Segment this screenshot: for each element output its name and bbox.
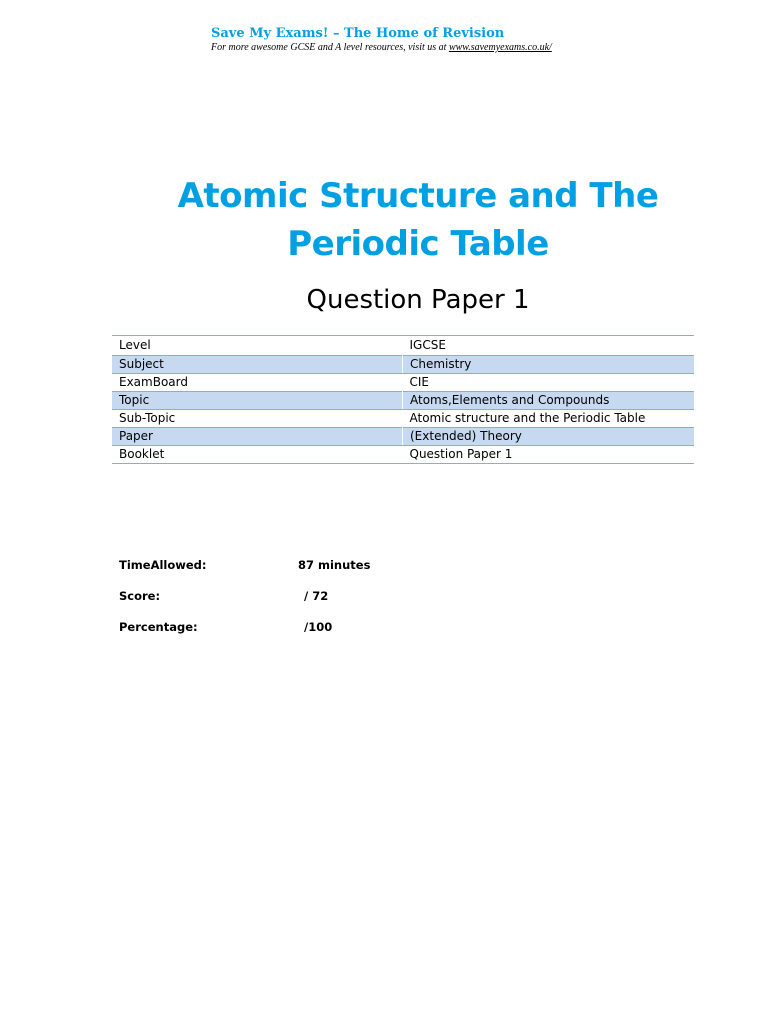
table-value: CIE xyxy=(403,374,695,392)
header-subtitle-text: For more awesome GCSE and A level resources, visit us at xyxy=(211,42,449,53)
table-value: IGCSE xyxy=(403,336,695,356)
info-table xyxy=(112,335,694,464)
table-row-examboard xyxy=(112,374,694,392)
percentage-value: /100 xyxy=(304,620,333,634)
document-title-line1: Atomic Structure and The xyxy=(177,176,659,216)
table-row-subject xyxy=(112,356,694,374)
table-key: Level xyxy=(112,336,403,356)
document-title xyxy=(100,172,736,268)
table-value: (Extended) Theory xyxy=(403,428,695,446)
header-subtitle xyxy=(211,42,611,54)
table-key: Sub-Topic xyxy=(112,410,403,428)
table-value: Atoms,Elements and Compounds xyxy=(403,392,695,410)
score-label: Score: xyxy=(119,589,161,603)
page-header xyxy=(211,26,611,54)
document-title-line2: Periodic Table xyxy=(287,224,549,264)
table-key: Topic xyxy=(112,392,403,410)
table-row-booklet xyxy=(112,446,694,464)
time-allowed-label: TimeAllowed: xyxy=(119,558,207,572)
time-allowed-value: 87 minutes xyxy=(298,558,371,572)
table-key: Booklet xyxy=(112,446,403,464)
table-key: Paper xyxy=(112,428,403,446)
score-value: / 72 xyxy=(304,589,329,603)
table-value: Question Paper 1 xyxy=(403,446,695,464)
table-row-topic xyxy=(112,392,694,410)
document-subtitle: Question Paper 1 xyxy=(306,285,530,315)
percentage-label: Percentage: xyxy=(119,620,198,634)
table-row-paper xyxy=(112,428,694,446)
table-value: Atomic structure and the Periodic Table xyxy=(403,410,695,428)
table-row-level xyxy=(112,336,694,356)
table-key: Subject xyxy=(112,356,403,374)
table-value: Chemistry xyxy=(403,356,695,374)
table-key: ExamBoard xyxy=(112,374,403,392)
header-title: Save My Exams! – The Home of Revision xyxy=(211,26,505,41)
website-link[interactable]: www.savemyexams.co.uk/ xyxy=(448,42,552,53)
table-row-subtopic xyxy=(112,410,694,428)
